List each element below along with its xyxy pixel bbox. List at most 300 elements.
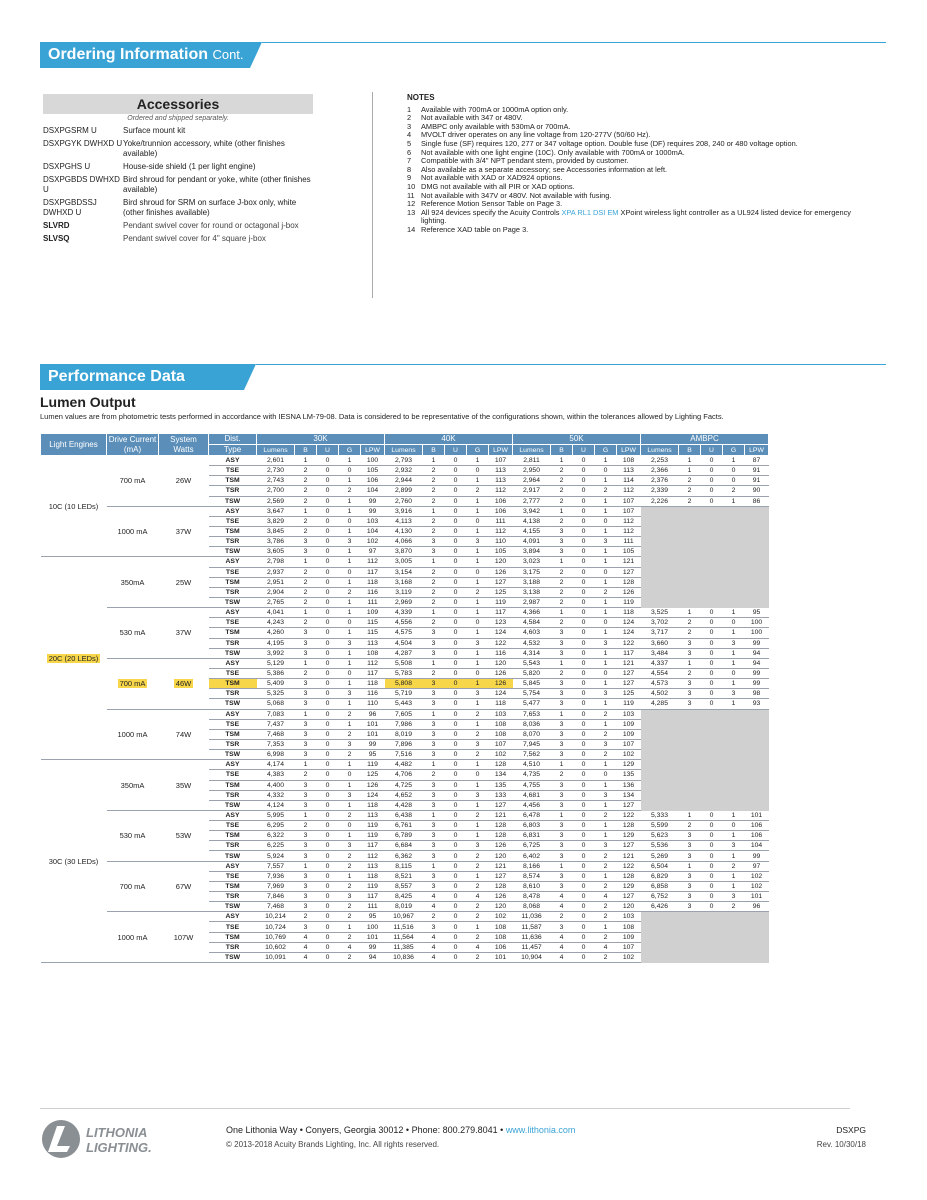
data-cell: 3 [723,638,745,648]
column-divider [372,92,373,298]
data-cell: 0 [701,658,723,668]
data-cell: 1 [551,760,573,770]
note-text: Also available as a separate accessory; see Accessories information at left. [421,164,668,174]
data-cell [745,912,769,922]
data-cell: 103 [361,516,385,526]
data-cell: 107 [617,739,641,749]
data-cell: 3 [723,841,745,851]
data-cell: 2,950 [513,466,551,476]
data-cell: 122 [617,861,641,871]
data-cell: 8,610 [513,881,551,891]
data-cell [723,729,745,739]
accessory-code: SLVRD [43,221,70,230]
data-cell [723,800,745,810]
data-cell: 0 [573,567,595,577]
data-cell: 5,443 [385,699,423,709]
data-cell [679,739,701,749]
data-cell: 3,942 [513,506,551,516]
data-cell: 3 [295,628,317,638]
data-cell: 0 [445,922,467,932]
data-cell: 5,129 [257,658,295,668]
dist-type-cell: ASY [209,810,257,820]
data-cell: 1 [467,506,489,516]
data-cell: 3 [551,537,573,547]
header-col-u: U [317,445,339,456]
data-cell: 1 [679,861,701,871]
data-cell: 4,532 [513,638,551,648]
data-cell: 1 [423,760,445,770]
data-cell: 3 [551,547,573,557]
data-cell: 3 [423,851,445,861]
data-cell: 2 [339,861,361,871]
data-cell: 0 [573,648,595,658]
accessory-row [43,198,313,218]
data-cell: 0 [445,871,467,881]
data-cell: 3 [295,638,317,648]
data-cell [745,750,769,760]
data-cell: 3 [551,800,573,810]
data-cell [723,597,745,607]
data-cell: 2,944 [385,476,423,486]
data-cell: 101 [745,810,769,820]
accessory-code: DSXPGBDS DWHXD U [43,175,120,194]
data-cell: 102 [489,912,513,922]
data-cell: 113 [361,810,385,820]
data-cell: 1 [723,608,745,618]
data-cell: 100 [361,922,385,932]
data-cell: 122 [617,810,641,820]
data-cell: 4 [551,932,573,942]
data-cell: 3 [423,638,445,648]
data-cell: 4,510 [513,760,551,770]
data-cell: 128 [489,821,513,831]
drive-current-cell: 1000 mA [107,709,159,760]
data-cell [745,709,769,719]
data-cell: 100 [745,628,769,638]
data-cell: 0 [445,750,467,760]
data-cell [745,800,769,810]
data-cell [641,780,679,790]
data-cell [679,597,701,607]
data-cell: 1 [423,608,445,618]
data-cell: 0 [445,526,467,536]
data-cell [679,922,701,932]
dist-type-cell: TSM [209,729,257,739]
dist-type-cell: TSM [209,932,257,942]
data-cell: 2 [339,932,361,942]
data-cell: 0 [317,922,339,932]
data-cell [679,912,701,922]
data-cell: 2 [595,902,617,912]
data-cell: 4 [595,942,617,952]
data-cell: 2 [595,881,617,891]
table-row [41,608,769,618]
data-cell: 0 [573,912,595,922]
data-cell: 3 [723,689,745,699]
data-cell: 115 [361,628,385,638]
data-cell: 0 [573,466,595,476]
data-cell: 3,916 [385,506,423,516]
data-cell: 112 [489,486,513,496]
data-cell: 129 [617,881,641,891]
data-cell: 3 [423,922,445,932]
data-cell [679,770,701,780]
data-cell: 6,829 [641,871,679,881]
dist-type-cell: ASY [209,506,257,516]
data-cell: 8,166 [513,861,551,871]
data-cell: 5,808 [385,679,423,689]
data-cell: 0 [445,547,467,557]
data-cell: 96 [745,902,769,912]
data-cell: 0 [317,526,339,536]
data-cell: 2 [551,668,573,678]
data-cell: 0 [445,699,467,709]
data-cell: 1 [595,760,617,770]
data-cell: 6,362 [385,851,423,861]
data-cell: 1 [551,506,573,516]
data-cell: 2,987 [513,597,551,607]
dist-type-cell: TSE [209,618,257,628]
data-cell: 0 [573,557,595,567]
data-cell [679,587,701,597]
data-cell [745,922,769,932]
data-cell: 96 [361,709,385,719]
data-cell: 2 [295,912,317,922]
data-cell: 2 [295,496,317,506]
data-cell: 0 [339,567,361,577]
dist-type-cell: ASY [209,658,257,668]
note-number: 7 [407,156,412,166]
data-cell [701,506,723,516]
data-cell: 1 [595,577,617,587]
data-cell: 3 [339,739,361,749]
data-cell: 109 [361,608,385,618]
data-cell: 1 [295,456,317,466]
data-cell: 4 [295,942,317,952]
data-cell: 1 [595,699,617,709]
data-cell: 1 [339,577,361,587]
data-cell: 115 [361,618,385,628]
data-cell: 6,752 [641,892,679,902]
data-cell: 3 [423,679,445,689]
data-cell: 2,569 [257,496,295,506]
data-cell: 1 [595,648,617,658]
data-cell: 0 [573,679,595,689]
data-cell: 116 [489,648,513,658]
data-cell: 2,601 [257,456,295,466]
data-cell: 123 [489,618,513,628]
data-cell: 2 [423,567,445,577]
data-cell: 4,603 [513,628,551,638]
data-cell: 2 [595,861,617,871]
data-cell: 117 [361,668,385,678]
data-cell: 3 [551,851,573,861]
note-text: Not available with 347V or 480V. Not available with fusing. [421,190,612,200]
data-cell: 2 [551,912,573,922]
data-cell: 1 [423,709,445,719]
note-number: 1 [407,104,412,114]
data-cell: 95 [745,608,769,618]
data-cell: 0 [701,861,723,871]
data-cell: 3 [551,821,573,831]
data-cell: 3,702 [641,618,679,628]
data-cell: 4,584 [513,618,551,628]
data-cell: 3,023 [513,557,551,567]
data-cell [723,547,745,557]
data-cell [679,952,701,962]
data-cell: 1 [467,760,489,770]
data-cell [745,760,769,770]
data-cell: 4,502 [641,689,679,699]
data-cell: 0 [317,597,339,607]
data-cell: 2 [595,587,617,597]
data-cell: 111 [361,597,385,607]
data-cell: 3 [423,739,445,749]
banner-tail [250,42,262,68]
data-cell: 10,967 [385,912,423,922]
data-cell [701,516,723,526]
data-cell: 2 [295,668,317,678]
data-cell: 0 [317,770,339,780]
accessory-code: DSXPGSRM U [43,126,97,135]
data-cell: 6,831 [513,831,551,841]
data-cell: 0 [445,821,467,831]
data-cell: 3,154 [385,567,423,577]
note-number: 3 [407,121,412,131]
data-cell: 0 [701,638,723,648]
header-col-lpw: LPW [489,445,513,456]
dist-type-cell: TSE [209,567,257,577]
data-cell: 1 [339,922,361,932]
data-cell: 2 [295,516,317,526]
data-cell [679,557,701,567]
data-cell: 2,700 [257,486,295,496]
data-cell: 0 [595,618,617,628]
data-cell [679,567,701,577]
accessories-box [43,94,313,247]
data-cell: 3 [423,780,445,790]
data-cell: 111 [617,537,641,547]
header-col-lumens: Lumens [257,445,295,456]
data-cell: 3 [295,679,317,689]
data-cell [723,506,745,516]
data-cell: 106 [745,821,769,831]
data-cell: 3 [423,881,445,891]
data-cell: 1 [723,851,745,861]
dist-type-cell: TSE [209,466,257,476]
data-cell: 0 [595,516,617,526]
data-cell: 3 [423,537,445,547]
footer-copyright: © 2013-2018 Acuity Brands Lighting, Inc. All rights reserved. [226,1140,440,1149]
data-cell: 0 [573,750,595,760]
data-cell: 4 [423,932,445,942]
data-cell: 122 [617,638,641,648]
data-cell: 2 [551,618,573,628]
data-cell: 0 [467,516,489,526]
data-cell: 5,924 [257,851,295,861]
performance-banner [40,364,244,390]
data-cell: 11,385 [385,942,423,952]
data-cell: 8,521 [385,871,423,881]
data-cell: 128 [489,881,513,891]
data-cell: 0 [445,841,467,851]
data-cell: 0 [573,526,595,536]
data-cell [641,739,679,749]
data-cell: 0 [317,851,339,861]
data-cell: 0 [573,597,595,607]
light-engine-cell: 30C (30 LEDs) [41,760,107,963]
data-cell: 0 [573,608,595,618]
data-cell [723,557,745,567]
data-cell: 99 [745,668,769,678]
data-cell: 0 [573,476,595,486]
data-cell [723,932,745,942]
data-cell: 1 [595,780,617,790]
data-cell: 0 [317,567,339,577]
note-text: Reference XAD table on Page 3. [421,224,529,234]
note-text: Not available with XAD or XAD924 options. [421,173,563,183]
data-cell: 3 [679,831,701,841]
data-cell: 2 [679,476,701,486]
data-cell: 112 [361,658,385,668]
data-cell [701,547,723,557]
data-cell: 1 [679,456,701,466]
data-cell: 0 [317,861,339,871]
data-cell: 3 [551,679,573,689]
data-cell: 4 [295,952,317,962]
data-cell: 0 [317,486,339,496]
data-cell: 124 [617,618,641,628]
data-cell: 2 [295,618,317,628]
data-cell: 11,587 [513,922,551,932]
data-cell [679,577,701,587]
data-cell: 0 [701,699,723,709]
data-cell: 0 [573,942,595,952]
dist-type-cell: TSE [209,516,257,526]
data-cell: 0 [339,516,361,526]
data-cell: 1 [723,496,745,506]
data-cell: 1 [595,831,617,841]
note-text-pre: All 924 devices specify the Acuity Controls [421,207,562,217]
data-cell: 3,647 [257,506,295,516]
data-cell [745,537,769,547]
data-cell: 0 [573,689,595,699]
data-cell: 0 [317,557,339,567]
note-number: 11 [407,190,415,200]
data-cell: 128 [617,577,641,587]
website-link[interactable]: www.lithonia.com [505,1125,576,1135]
note-number: 12 [407,199,416,209]
table-row [41,861,769,871]
data-cell: 0 [445,618,467,628]
data-cell: 103 [617,709,641,719]
data-cell: 0 [445,456,467,466]
data-cell: 8,068 [513,902,551,912]
data-cell: 1 [339,658,361,668]
data-cell: 2 [467,587,489,597]
data-cell: 3 [295,831,317,841]
light-engine-cell: 10C (10 LEDs) [41,456,107,557]
data-cell: 1 [339,526,361,536]
data-cell: 2 [467,861,489,871]
data-cell: 4,332 [257,790,295,800]
data-cell: 5,783 [385,668,423,678]
data-cell [701,790,723,800]
data-cell: 125 [489,587,513,597]
dist-type-cell: TSR [209,537,257,547]
data-cell: 0 [723,821,745,831]
data-cell: 86 [745,496,769,506]
accessory-description: Yoke/trunnion accessory, white (other finishes available) [123,139,285,158]
data-cell: 126 [617,587,641,597]
performance-banner-title: Performance Data [48,368,185,385]
data-cell: 0 [317,800,339,810]
data-cell: 0 [701,902,723,912]
data-cell: 2 [679,486,701,496]
data-cell [723,577,745,587]
table-row [41,912,769,922]
data-cell: 2 [423,476,445,486]
data-cell: 3 [679,902,701,912]
data-cell: 4,428 [385,800,423,810]
data-cell: 106 [489,942,513,952]
data-cell: 0 [445,668,467,678]
data-cell: 113 [489,466,513,476]
data-cell: 7,945 [513,739,551,749]
data-cell: 2 [423,496,445,506]
system-watts-cell: 67W [159,861,209,912]
data-cell: 0 [445,628,467,638]
data-cell: 2 [295,476,317,486]
data-cell: 102 [361,537,385,547]
data-cell [745,577,769,587]
data-cell [641,587,679,597]
data-cell: 6,504 [641,861,679,871]
data-cell [701,719,723,729]
data-cell: 3 [295,739,317,749]
data-cell: 2 [339,729,361,739]
data-cell: 0 [317,942,339,952]
data-cell: 5,477 [513,699,551,709]
data-cell: 116 [361,689,385,699]
data-cell: 3 [423,871,445,881]
data-cell: 113 [361,861,385,871]
data-cell: 117 [361,841,385,851]
data-cell: 1 [679,658,701,668]
data-cell: 2,777 [513,496,551,506]
dist-type-cell: TSR [209,739,257,749]
data-cell [701,567,723,577]
data-cell: 117 [361,567,385,577]
data-cell: 0 [467,466,489,476]
data-cell: 120 [489,851,513,861]
note-link[interactable]: XPA RL1 DSI EM [561,207,619,217]
data-cell [745,942,769,952]
data-cell: 0 [445,892,467,902]
data-cell: 2 [595,810,617,820]
data-cell: 119 [361,881,385,891]
data-cell [701,760,723,770]
data-cell: 2,730 [257,466,295,476]
data-cell: 108 [489,729,513,739]
data-cell: 0 [445,932,467,942]
data-cell: 1 [467,628,489,638]
data-cell: 0 [573,729,595,739]
data-cell: 99 [361,506,385,516]
data-cell: 1 [723,679,745,689]
data-cell: 0 [445,597,467,607]
data-cell [701,942,723,952]
